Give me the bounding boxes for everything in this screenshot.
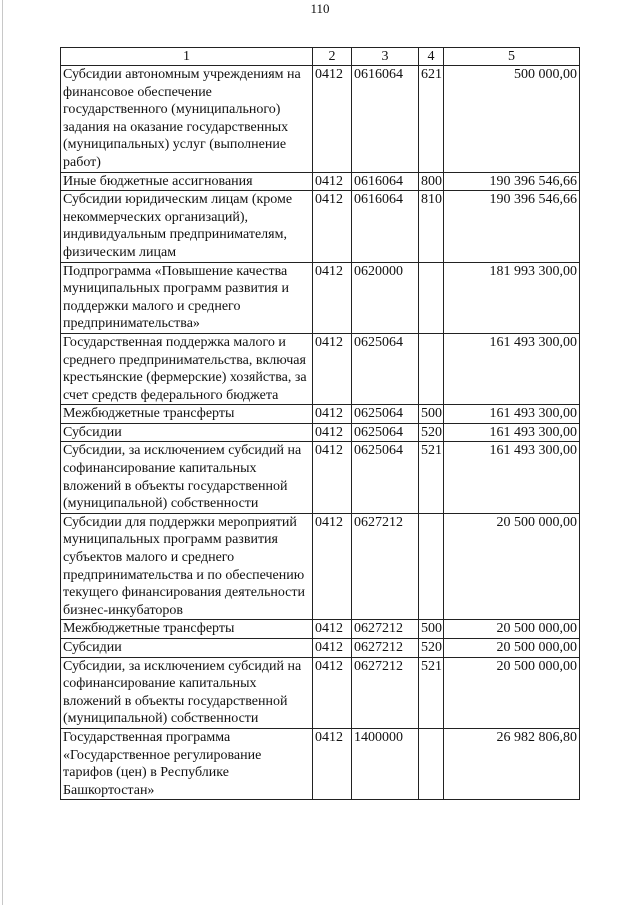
- row-sum: 20 500 000,00: [444, 620, 580, 639]
- row-section-code: 0412: [313, 405, 352, 424]
- row-name: Субсидии, за исключением субсидий на софинансирование капитальных вложений в объекты государственной (муниципальной) собственности: [61, 442, 313, 513]
- table-row: [61, 513, 580, 620]
- row-target-code: 1400000: [352, 728, 419, 799]
- row-target-code: 0627212: [352, 639, 419, 658]
- row-sum: 20 500 000,00: [444, 513, 580, 620]
- row-section-code: 0412: [313, 423, 352, 442]
- row-expense-type: [419, 728, 444, 799]
- row-sum: 500 000,00: [444, 66, 580, 173]
- column-header: 2: [313, 48, 352, 66]
- table-row: [61, 262, 580, 333]
- row-expense-type: 520: [419, 639, 444, 658]
- row-section-code: 0412: [313, 513, 352, 620]
- budget-table: [60, 47, 580, 800]
- row-name: Субсидии: [61, 423, 313, 442]
- row-section-code: 0412: [313, 657, 352, 728]
- row-name: Субсидии: [61, 639, 313, 658]
- row-target-code: 0616064: [352, 66, 419, 173]
- row-expense-type: 500: [419, 620, 444, 639]
- row-target-code: 0627212: [352, 657, 419, 728]
- row-target-code: 0616064: [352, 191, 419, 262]
- row-name: Государственная поддержка малого и среднего предпринимательства, включая крестьянские (фермерские) хозяйства, за счет средств федерального бюджета: [61, 333, 313, 404]
- row-sum: 20 500 000,00: [444, 639, 580, 658]
- row-sum: 20 500 000,00: [444, 657, 580, 728]
- row-expense-type: [419, 513, 444, 620]
- row-name: Субсидии, за исключением субсидий на софинансирование капитальных вложений в объекты государственной (муниципальной) собственности: [61, 657, 313, 728]
- row-name: Субсидии юридическим лицам (кроме некоммерческих организаций), индивидуальным предпринимателям, физическим лицам: [61, 191, 313, 262]
- row-name: Государственная программа «Государственное регулирование тарифов (цен) в Республике Башкортостан»: [61, 728, 313, 799]
- row-target-code: 0620000: [352, 262, 419, 333]
- row-name: Межбюджетные трансферты: [61, 620, 313, 639]
- column-header: 5: [444, 48, 580, 66]
- row-section-code: 0412: [313, 620, 352, 639]
- table-row: [61, 442, 580, 513]
- row-expense-type: [419, 333, 444, 404]
- table-row: [61, 405, 580, 424]
- row-expense-type: 800: [419, 172, 444, 191]
- row-name: Межбюджетные трансферты: [61, 405, 313, 424]
- row-sum: 26 982 806,80: [444, 728, 580, 799]
- row-sum: 181 993 300,00: [444, 262, 580, 333]
- row-expense-type: 520: [419, 423, 444, 442]
- row-sum: 161 493 300,00: [444, 423, 580, 442]
- row-section-code: 0412: [313, 333, 352, 404]
- table-row: [61, 66, 580, 173]
- table-row: [61, 639, 580, 658]
- page-number: 110: [310, 1, 330, 16]
- row-expense-type: 521: [419, 657, 444, 728]
- row-name: Подпрограмма «Повышение качества муниципальных программ развития и поддержки малого и среднего предпринимательства»: [61, 262, 313, 333]
- row-target-code: 0625064: [352, 442, 419, 513]
- row-target-code: 0625064: [352, 333, 419, 404]
- row-name: Субсидии автономным учреждениям на финансовое обеспечение государственного (муниципального) задания на оказание государственных (муниципальных) услуг (выполнение работ): [61, 66, 313, 173]
- row-target-code: 0625064: [352, 405, 419, 424]
- table-row: [61, 423, 580, 442]
- column-header: 1: [61, 48, 313, 66]
- row-name: Субсидии для поддержки мероприятий муниципальных программ развития субъектов малого и среднего предпринимательства и по обеспечению текущего финансирования деятельности бизнес-инкубаторов: [61, 513, 313, 620]
- row-sum: 161 493 300,00: [444, 405, 580, 424]
- row-expense-type: 810: [419, 191, 444, 262]
- row-name: Иные бюджетные ассигнования: [61, 172, 313, 191]
- row-expense-type: 621: [419, 66, 444, 173]
- row-target-code: 0616064: [352, 172, 419, 191]
- row-section-code: 0412: [313, 262, 352, 333]
- row-sum: 190 396 546,66: [444, 172, 580, 191]
- row-sum: 161 493 300,00: [444, 442, 580, 513]
- row-sum: 190 396 546,66: [444, 191, 580, 262]
- row-section-code: 0412: [313, 442, 352, 513]
- row-sum: 161 493 300,00: [444, 333, 580, 404]
- row-section-code: 0412: [313, 191, 352, 262]
- table-row: [61, 191, 580, 262]
- table-row: [61, 728, 580, 799]
- table-row: [61, 172, 580, 191]
- row-target-code: 0627212: [352, 513, 419, 620]
- column-header: 4: [419, 48, 444, 66]
- row-expense-type: 521: [419, 442, 444, 513]
- row-target-code: 0627212: [352, 620, 419, 639]
- column-header: 3: [352, 48, 419, 66]
- row-section-code: 0412: [313, 639, 352, 658]
- row-section-code: 0412: [313, 172, 352, 191]
- table-row: [61, 333, 580, 404]
- table-header-row: [61, 48, 580, 66]
- row-section-code: 0412: [313, 728, 352, 799]
- row-expense-type: 500: [419, 405, 444, 424]
- row-expense-type: [419, 262, 444, 333]
- table-row: [61, 657, 580, 728]
- scan-edge-line: [2, 0, 3, 905]
- row-target-code: 0625064: [352, 423, 419, 442]
- table-row: [61, 620, 580, 639]
- row-section-code: 0412: [313, 66, 352, 173]
